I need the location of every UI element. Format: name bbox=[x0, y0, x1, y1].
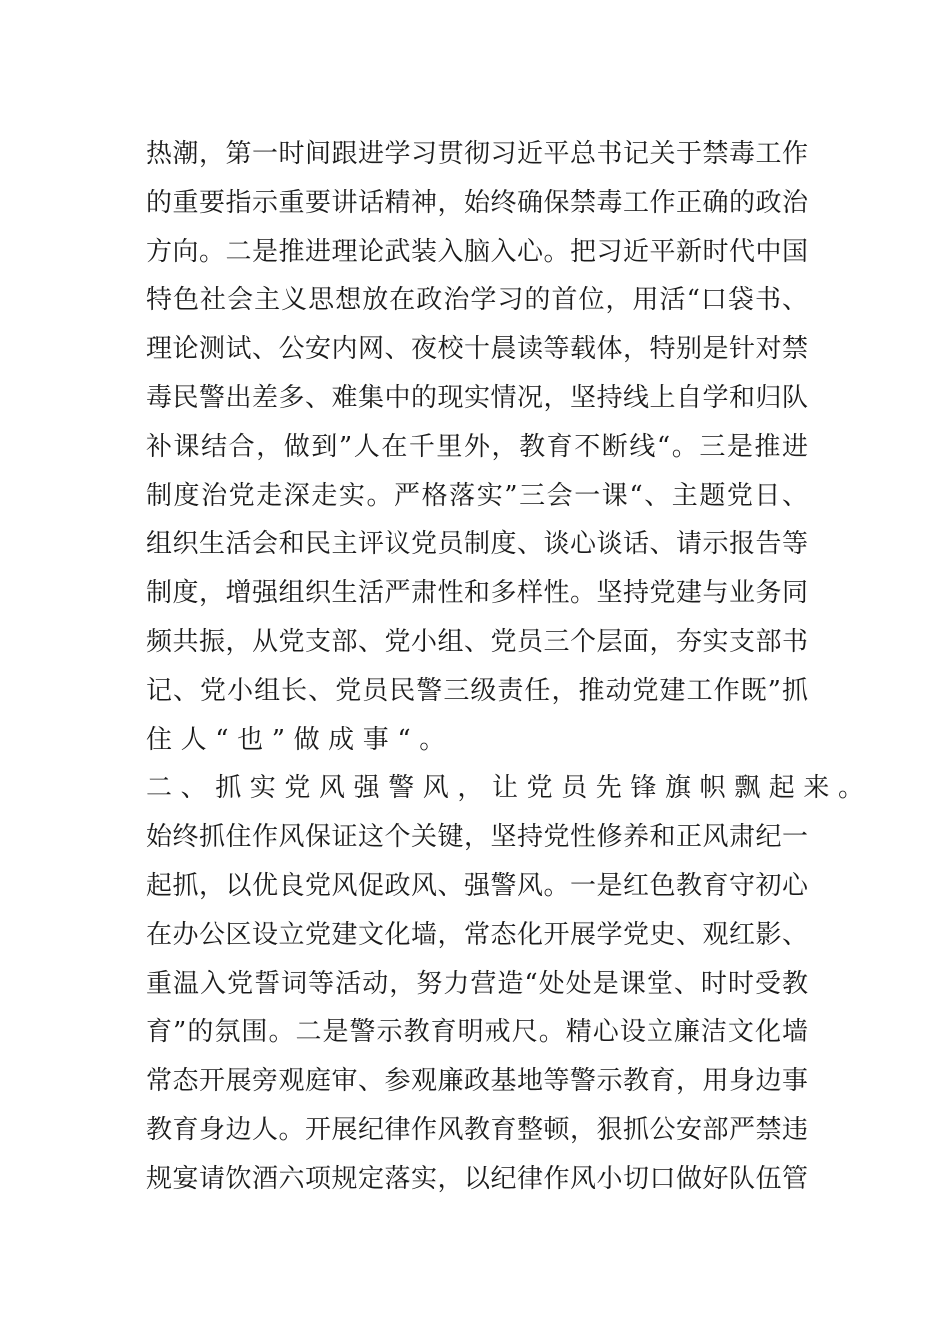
text-line: 育”的氛围。二是警示教育明戒尺。精心设立廉洁文化墙 bbox=[146, 1017, 808, 1048]
text-line: 毒民警出差多、难集中的现实情况，坚持线上自学和归队 bbox=[146, 382, 808, 413]
text-line: 制度，增强组织生活严肃性和多样性。坚持党建与业务同 bbox=[146, 578, 808, 609]
text-line: 理论测试、公安内网、夜校十晨读等载体，特别是针对禁 bbox=[146, 334, 808, 365]
text-line: 重温入党誓词等活动，努力营造“处处是课堂、时时受教 bbox=[146, 968, 808, 999]
text-line: 制度治党走深走实。严格落实”三会一课“、主题党日、 bbox=[146, 480, 808, 511]
text-line: 记、党小组长、党员民警三级责任，推动党建工作既”抓 bbox=[146, 675, 808, 706]
text-line: 频共振，从党支部、党小组、党员三个层面，夯实支部书 bbox=[146, 626, 808, 657]
text-line: 热潮，第一时间跟进学习贯彻习近平总书记关于禁毒工作 bbox=[146, 139, 808, 169]
text-line: 住人“也”做成事“。 bbox=[146, 724, 454, 755]
text-line: 的重要指示重要讲话精神，始终确保禁毒工作正确的政治 bbox=[146, 187, 808, 218]
document-page bbox=[146, 130, 873, 1204]
text-line: 起抓，以优良党风促政风、强警风。一是红色教育守初心 bbox=[146, 870, 808, 901]
section-heading: 二、抓实党风强警风，让党员先锋旗帜飘起来。 bbox=[146, 773, 873, 804]
text-line: 方向。二是推进理论武装入脑入心。把习近平新时代中国 bbox=[146, 236, 808, 267]
text-line: 教育身边人。开展纪律作风教育整顿，狠抓公安部严禁违 bbox=[146, 1114, 808, 1145]
text-line: 补课结合，做到”人在千里外，教育不断线“。三是推进 bbox=[146, 431, 808, 462]
text-line: 在办公区设立党建文化墙，常态化开展学党史、观红影、 bbox=[146, 919, 808, 950]
text-line: 常态开展旁观庭审、参观廉政基地等警示教育，用身边事 bbox=[146, 1066, 808, 1097]
text-line: 始终抓住作风保证这个关键，坚持党性修养和正风肃纪一 bbox=[146, 822, 808, 853]
text-line: 规宴请饮酒六项规定落实，以纪律作风小切口做好队伍管 bbox=[146, 1163, 808, 1194]
text-line: 组织生活会和民主评议党员制度、谈心谈话、请示报告等 bbox=[146, 529, 808, 560]
text-line: 特色社会主义思想放在政治学习的首位，用活“口袋书、 bbox=[146, 285, 808, 316]
